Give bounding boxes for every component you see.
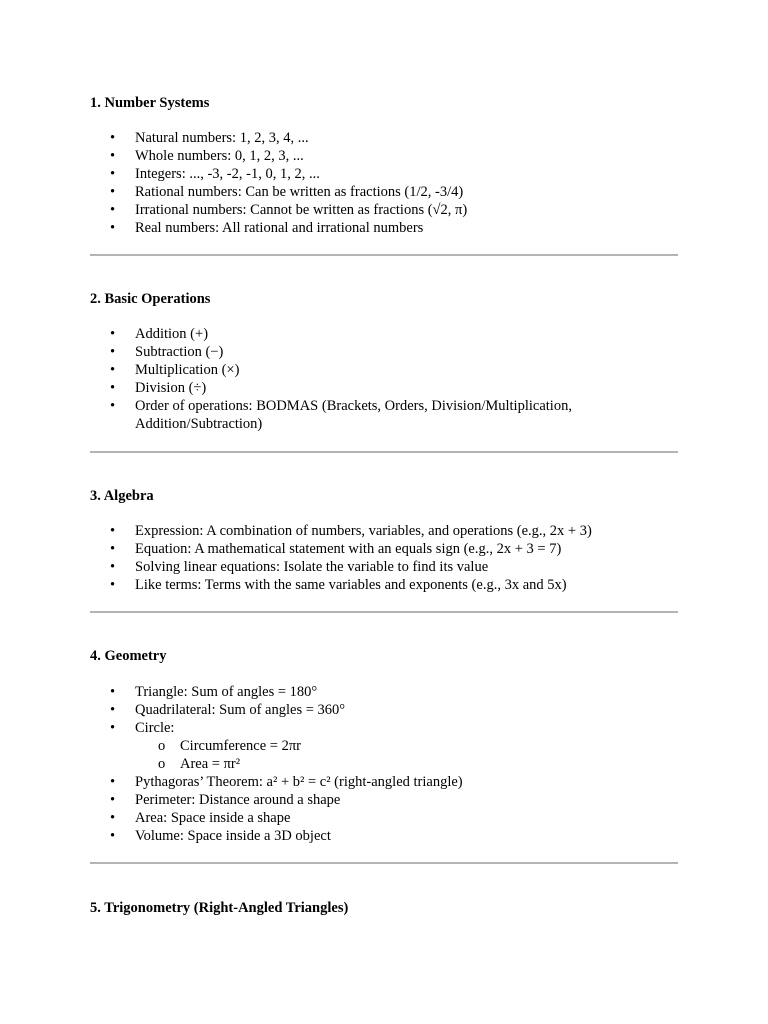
- list-item: • Real numbers: All rational and irrational numbers: [90, 219, 680, 237]
- section-heading: 3. Algebra: [90, 488, 154, 504]
- section-basic-operations: [90, 290, 680, 433]
- section-divider: [90, 611, 678, 613]
- section-divider: [90, 451, 678, 453]
- list-item: • Triangle: Sum of angles = 180°: [90, 683, 680, 701]
- bullet-list: [90, 522, 680, 594]
- section-heading: 2. Basic Operations: [90, 291, 211, 307]
- section-algebra: [90, 487, 680, 594]
- list-item: • Equation: A mathematical statement with an equals sign (e.g., 2x + 3 = 7): [90, 540, 680, 558]
- list-item: • Quadrilateral: Sum of angles = 360°: [90, 701, 680, 719]
- section-heading: 5. Trigonometry (Right-Angled Triangles): [90, 900, 349, 916]
- list-item: • Volume: Space inside a 3D object: [90, 827, 680, 845]
- section-geometry: [90, 647, 680, 845]
- section-divider: [90, 862, 678, 864]
- list-item: • Rational numbers: Can be written as fractions (1/2, -3/4): [90, 183, 680, 201]
- list-item: • Solving linear equations: Isolate the variable to find its value: [90, 558, 680, 576]
- section-trigonometry: [90, 899, 680, 917]
- section-number-systems: [90, 94, 680, 237]
- sub-list-item: o Circumference = 2πr: [135, 737, 680, 755]
- bullet-list: [90, 129, 680, 237]
- bullet-list: [90, 325, 680, 433]
- list-item: • Area: Space inside a shape: [90, 809, 680, 827]
- section-divider: [90, 254, 678, 256]
- list-item: • Integers: ..., -3, -2, -1, 0, 1, 2, ...: [90, 165, 680, 183]
- list-item: • Irrational numbers: Cannot be written as fractions (√2, π): [90, 201, 680, 219]
- sub-list: [135, 737, 680, 773]
- list-item: • Whole numbers: 0, 1, 2, 3, ...: [90, 147, 680, 165]
- list-item: • Pythagoras’ Theorem: a² + b² = c² (right-angled triangle): [90, 773, 680, 791]
- list-item: • Like terms: Terms with the same variables and exponents (e.g., 3x and 5x): [90, 576, 680, 594]
- list-item: • Expression: A combination of numbers, variables, and operations (e.g., 2x + 3): [90, 522, 680, 540]
- list-item: • Multiplication (×): [90, 361, 680, 379]
- list-item: • Subtraction (−): [90, 343, 680, 361]
- bullet-list: [90, 683, 680, 845]
- section-heading: 1. Number Systems: [90, 95, 210, 111]
- list-item: • Perimeter: Distance around a shape: [90, 791, 680, 809]
- list-item-circle: [90, 719, 680, 773]
- list-item: • Natural numbers: 1, 2, 3, 4, ...: [90, 129, 680, 147]
- list-item-label: Circle:: [135, 720, 175, 736]
- sub-list-item: o Area = πr²: [135, 755, 680, 773]
- section-heading: 4. Geometry: [90, 648, 167, 664]
- list-item: • Order of operations: BODMAS (Brackets, Orders, Division/Multiplication, Addition/Subtraction): [90, 397, 680, 433]
- list-item: • Division (÷): [90, 379, 680, 397]
- list-item: • Addition (+): [90, 325, 680, 343]
